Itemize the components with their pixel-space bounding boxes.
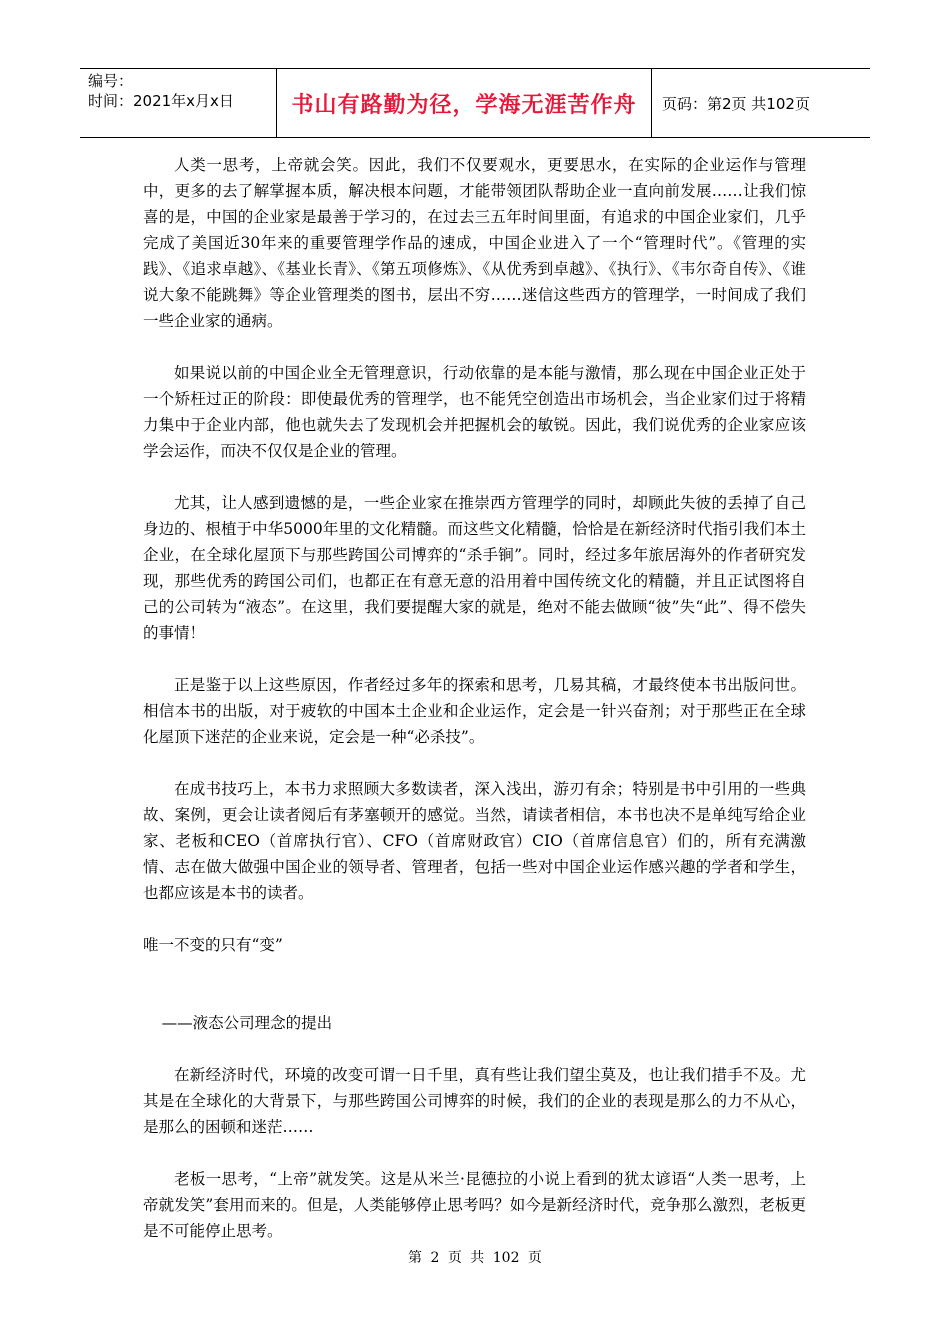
paragraph: 在新经济时代，环境的改变可谓一日千里，真有些让我们望尘莫及，也让我们措手不及。尤其是在全球化的大背景下，与那些跨国公司博弈的时候，我们的企业的表现是那么的力不从心，是那么的困顿和迷茫…… [143,1066,806,1136]
number-label: 编号： [88,72,134,90]
page-header [80,68,870,138]
paragraph: 尤其，让人感到遗憾的是，一些企业家在推崇西方管理学的同时，却顾此失彼的丢掉了自己身边的、根植于中华5000年里的文化精髓。而这些文化精髓，恰恰是在新经济时代指引我们本土企业，在全球化屋顶下与那些跨国公司博弈的“杀手锏”。同时，经过多年旅居海外的作者研究发现，那些优秀的跨国公司们，也都正在有意无意的沿用着中国传统文化的精髓，并且正试图将自己的公司转为“液态”。在这里，我们要提醒大家的就是，绝对不能去做顾“彼”失“此”、得不偿失的事情！ [143,494,806,642]
section-heading: 唯一不变的只有“变” [143,936,283,954]
paragraph: 人类一思考，上帝就会笑。因此，我们不仅要观水，更要思水，在实际的企业运作与管理中，更多的去了解掌握本质，解决根本问题，才能带领团队帮助企业一直向前发展……让我们惊喜的是，中国的企业家是最善于学习的，在过去三五年时间里面，有追求的中国企业家们，几乎完成了美国近30年来的重要管理学作品的速成，中国企业进入了一个“管理时代”。《管理的实践》、《追求卓越》、《基业长青》、《第五项修炼》、《从优秀到卓越》、《执行》、《韦尔奇自传》、《谁说大象不能跳舞》等企业管理类的图书，层出不穷……迷信这些西方的管理学，一时间成了我们一些企业家的通病。 [143,156,806,330]
paragraph: 在成书技巧上，本书力求照顾大多数读者，深入浅出，游刃有余；特别是书中引用的一些典故、案例，更会让读者阅后有茅塞顿开的感觉。当然，请读者相信，本书也决不是单纯写给企业家、老板和CEO（首席执行官）、CFO（首席财政官）CIO（首席信息官）们的，所有充满激情、志在做大做强中国企业的领导者、管理者，包括一些对中国企业运作感兴趣的学者和学生，也都应该是本书的读者。 [143,780,806,902]
header-page-label: 页码：第2页 共102页 [662,94,810,113]
paragraph: 如果说以前的中国企业全无管理意识，行动依靠的是本能与激情，那么现在中国企业正处于一个矫枉过正的阶段：即使最优秀的管理学，也不能凭空创造出市场机会，当企业家们过于将精力集中于企业内部，他也就失去了发现机会并把握机会的敏锐。因此，我们说优秀的企业家应该学会运作，而决不仅仅是企业的管理。 [143,364,806,460]
header-meta [80,69,276,137]
paragraph: 正是鉴于以上这些原因，作者经过多年的探索和思考，几易其稿，才最终使本书出版问世。相信本书的出版，对于疲软的中国本土企业和企业运作，定会是一针兴奋剂；对于那些正在全球化屋顶下迷茫的企业来说，定会是一种“必杀技”。 [143,676,806,746]
section-subheading: ——液态公司理念的提出 [161,1014,333,1032]
document-body [143,152,806,1244]
header-motto: 书山有路勤为径，学海无涯苦作舟 [276,69,652,137]
date-label: 时间：2021年x月x日 [88,92,234,110]
page-footer: 第 2 页 共 102 页 [408,1250,542,1266]
paragraph: 老板一思考，“上帝”就发笑。这是从米兰·昆德拉的小说上看到的犹太谚语“人类一思考，上帝就发笑”套用而来的。但是，人类能够停止思考吗？如今是新经济时代，竞争那么激烈，老板更是不可能停止思考。 [143,1170,806,1240]
